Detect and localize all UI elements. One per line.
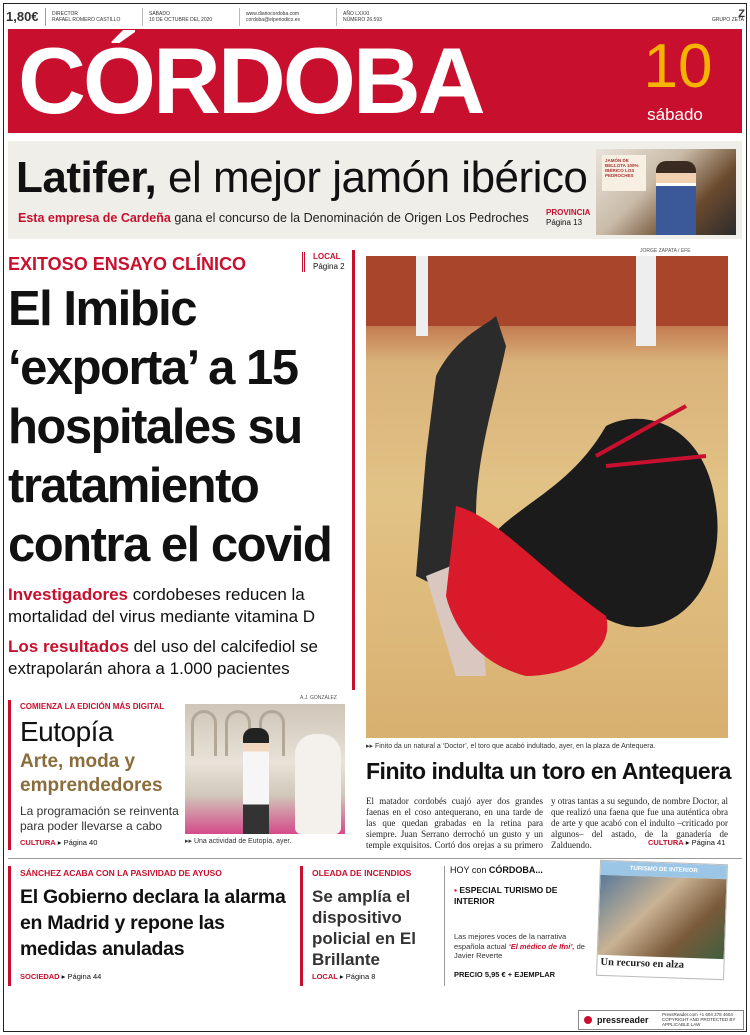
promo-headline	[16, 153, 587, 203]
bottom1-page: Página 44	[67, 972, 102, 981]
issue-block	[337, 8, 407, 26]
promo-section-label: PROVINCIA	[546, 208, 591, 217]
promo-sub-rest: gana el concurso de la Denominación de Origen Los Pedroches	[170, 211, 529, 225]
date-weekday: SÁBADO	[149, 11, 170, 17]
eutopia-title[interactable]: Eutopía	[20, 716, 114, 747]
promo-headline-rest: el mejor jamón ibérico	[156, 153, 588, 202]
lead-section-ref	[302, 252, 345, 272]
eutopia-body: La programación se reinventa para poder llevarse a cabo	[20, 804, 179, 833]
supplement-cover-image	[598, 875, 727, 959]
eutopia-red-rule	[8, 700, 11, 850]
bottom2-red-rule	[300, 866, 303, 986]
promo-photo	[596, 149, 736, 235]
bottom2-section-ref: LOCAL ▸ Página 8	[312, 972, 376, 981]
bottom2-section-label: LOCAL	[312, 972, 338, 981]
top-info-strip	[6, 7, 744, 27]
promo-subtitle	[18, 211, 529, 225]
supplement-cover[interactable]	[596, 860, 728, 980]
bottom1-section-label: SOCIEDAD	[20, 972, 60, 981]
hoy-body-post: de Javier Reverte	[454, 941, 585, 960]
photo-person	[243, 728, 269, 834]
email-link[interactable]: cordoba@elperiodico.es	[246, 17, 300, 23]
hoy-with: con	[471, 865, 487, 875]
supplement-cover-title: Un recurso en alza	[600, 956, 685, 971]
bottom1-headline[interactable]: El Gobierno declara la alarma en Madrid y repone las medidas anuladas	[20, 886, 286, 960]
group-logo-mark: Z	[738, 8, 744, 20]
pressreader-note: PressReader.com +1 604 278 4604 COPYRIGHT AND PROTECTED BY APPLICABLE LAW	[662, 1012, 736, 1027]
arena-post	[416, 256, 428, 336]
director-block	[46, 8, 143, 26]
bottom1-red-rule	[8, 866, 11, 986]
lead-subhead-1	[8, 584, 353, 628]
director-name: RAFAEL ROMERO CASTILLO	[52, 17, 121, 23]
promo-photo-sign: JAMÓN DE BELLOTA 100% IBÉRICO LOS PEDROCHES	[602, 155, 646, 191]
eutopia-section-label: CULTURA	[20, 838, 56, 847]
lead-section-label: LOCAL	[313, 252, 341, 261]
promo-headline-bold: Latifer,	[16, 153, 157, 202]
promo-photo-person	[656, 161, 696, 235]
web-block	[240, 8, 337, 26]
eutopia-page: Página 40	[63, 838, 98, 847]
eutopia-deck: Arte, moda y emprendedores	[20, 751, 163, 796]
photo-arch	[191, 710, 217, 756]
hoy-body	[454, 932, 594, 961]
hoy-paper: CÓRDOBA...	[488, 865, 543, 875]
web-link[interactable]: www.diariocordoba.com	[246, 11, 300, 17]
bull-page: Página 41	[691, 838, 726, 847]
lead-sub2-red: Los resultados	[8, 637, 129, 656]
lead-sub2-rest: del uso del calcifediol se extrapolarán ahora a 1.000 pacientes	[8, 637, 318, 678]
bottom2-headline[interactable]: Se amplía el dispositivo policial en El Brillante	[312, 887, 416, 969]
lead-page: Página 2	[313, 262, 345, 271]
hoy-book-title: ‘El médico de Ifni’,	[508, 941, 575, 951]
lead-sub1-red: Investigadores	[8, 585, 128, 604]
group-logo-text: GRUPO ZETA	[711, 17, 744, 23]
promo-page: Página 13	[546, 218, 583, 227]
issue-number: NÚMERO 26.593	[343, 17, 382, 23]
bull-photo-caption: ▸▸ Finito da un natural a ‘Doctor’, el toro que acabó indultado, ayer, en la plaza de Antequera.	[366, 743, 656, 750]
eutopia-photo-credit: A.J. GONZÁLEZ	[300, 695, 337, 701]
promo-section-ref	[546, 208, 590, 228]
hoy-divider	[444, 866, 445, 986]
masthead	[8, 29, 742, 133]
lead-headline[interactable]: El Imibic ‘exporta’ a 15 hospitales su tratamiento contra el covid	[8, 282, 332, 572]
lead-kicker: EXITOSO ENSAYO CLÍNICO	[8, 254, 247, 274]
bull-section-ref: CULTURA ▸ Página 41	[648, 838, 726, 847]
bull-headline[interactable]	[366, 758, 731, 785]
eutopia-section-ref: CULTURA ▸ Página 40	[20, 838, 98, 847]
hoy-special[interactable]: ▪ ESPECIAL TURISMO DE INTERIOR	[454, 885, 558, 906]
cover-price: 1,80€	[6, 8, 46, 26]
photo-dress	[295, 734, 341, 834]
promo-sub-red: Esta empresa de Cardeña	[18, 211, 171, 225]
bottom1-kicker: SÁNCHEZ ACABA CON LA PASIVIDAD DE AYUSO	[20, 868, 222, 878]
promo-banner[interactable]	[8, 141, 742, 239]
eutopia-kicker: COMIENZA LA EDICIÓN MÁS DIGITAL	[20, 702, 165, 711]
bull-headline-rest: indulta un toro en Antequera	[425, 758, 731, 784]
bull-photo-credit: JORGE ZAPATA / EFE	[640, 248, 691, 254]
eutopia-photo	[185, 704, 345, 834]
masthead-day: 10	[643, 32, 713, 101]
hoy-price: PRECIO 5,95 € + EJEMPLAR	[454, 970, 556, 979]
hoy-body-pre: Las mejores voces de la narrativa española actual	[454, 932, 567, 951]
bottom2-page: Página 8	[345, 972, 376, 981]
hoy-heading	[450, 865, 543, 875]
supplement-cover-header: TURISMO DE INTERIOR	[601, 861, 727, 879]
bottom2-kicker: OLEADA DE INCENDIOS	[312, 868, 412, 878]
bottom-divider	[8, 858, 742, 859]
issue-year: AÑO LXXXI	[343, 11, 370, 17]
masthead-weekday: sábado	[647, 105, 703, 124]
pressreader-logo-text: pressreader	[597, 1015, 649, 1025]
lead-subhead-2	[8, 636, 353, 680]
eutopia-photo-caption: ▸▸ Una actividad de Eutopía, ayer.	[185, 838, 292, 845]
group-logo	[704, 8, 744, 23]
bull-body-text: El matador cordobés cuajó ayer dos grandes faenas en el coso antequerano, en una tarde de las que quedan grabadas en la retina para siempre. Juan Serrano derrochó un gusto y un temple exquisitos. Cortó dos orejas a su primero y otras tantas a su segundo, de nombre Doctor, al que realizó una faena que fue una auténtica obra de arte y que acabó con el indulto –criticado por algunos– del astado, de la ganadería de Zalduendo.	[366, 796, 728, 850]
hoy-special-label: ESPECIAL TURISMO DE INTERIOR	[454, 885, 558, 906]
bullfight-illustration	[366, 256, 728, 738]
date-block	[143, 8, 240, 26]
hoy-label: HOY	[450, 865, 470, 875]
bullfight-photo	[366, 256, 728, 738]
bottom1-section-ref: SOCIEDAD ▸ Página 44	[20, 972, 102, 981]
bull-section-label: CULTURA	[648, 838, 684, 847]
director-label: DIRECTOR	[52, 11, 79, 17]
lead-sub1-rest: cordobeses reducen la mortalidad del virus mediante vitamina D	[8, 585, 316, 626]
masthead-title: CÓRDOBA	[18, 28, 483, 133]
date-full: 10 DE OCTUBRE DEL 2020	[149, 17, 213, 23]
bull-headline-bold: Finito	[366, 758, 426, 784]
arena-post	[636, 256, 656, 346]
